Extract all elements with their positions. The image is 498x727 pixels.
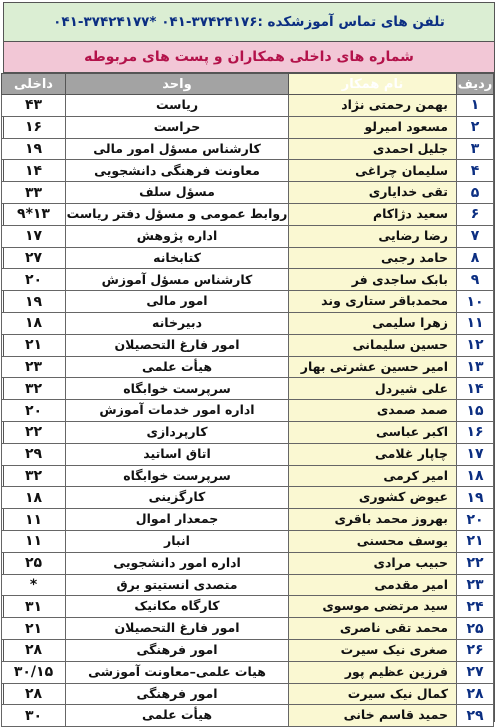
- extension-number: ۱۳*۹: [2, 203, 66, 225]
- department-unit: کارشناس مسؤل آموزش: [66, 269, 289, 291]
- row-index: ۹: [457, 269, 494, 291]
- row-index: ۲۱: [457, 530, 494, 552]
- extension-number: ۲۱: [2, 618, 66, 640]
- colleague-name: عیوض کشوری: [289, 487, 457, 509]
- row-index: ۲۷: [457, 661, 494, 683]
- department-unit: کارگاه مکانیک: [66, 596, 289, 618]
- colleague-name: علی شیردل: [289, 378, 457, 400]
- department-unit: اداره پژوهش: [66, 225, 289, 247]
- table-row: [2, 269, 494, 291]
- extension-number: ۱۱: [2, 530, 66, 552]
- colleague-name: جلیل احمدی: [289, 138, 457, 160]
- table-row: [2, 356, 494, 378]
- colleague-name: کمال نیک سیرت: [289, 683, 457, 705]
- table-row: [2, 683, 494, 705]
- row-index: ۲۳: [457, 574, 494, 596]
- colleague-name: حامد رجبی: [289, 247, 457, 269]
- department-unit: امور فرهنگی: [66, 639, 289, 661]
- table-row: [2, 465, 494, 487]
- extension-number: ۳۲: [2, 378, 66, 400]
- extension-number: ۲۰: [2, 269, 66, 291]
- table-row: [2, 138, 494, 160]
- table-row: [2, 421, 494, 443]
- row-index: ۱۲: [457, 334, 494, 356]
- table-row: [2, 596, 494, 618]
- department-unit: کتابخانه: [66, 247, 289, 269]
- table-header-row: [2, 74, 494, 95]
- table-body: [2, 95, 494, 727]
- department-unit: حراست: [66, 116, 289, 138]
- table-row: [2, 552, 494, 574]
- extension-number: ۱۸: [2, 487, 66, 509]
- extension-number: *: [2, 574, 66, 596]
- row-index: ۶: [457, 203, 494, 225]
- extension-number: ۲۷: [2, 247, 66, 269]
- colleague-name: حسین سلیمانی: [289, 334, 457, 356]
- row-index: ۲۹: [457, 705, 494, 727]
- row-index: ۱۴: [457, 378, 494, 400]
- colleague-name: تقی خدایاری: [289, 182, 457, 204]
- extension-number: ۲۵: [2, 552, 66, 574]
- colleague-name: امیر مقدمی: [289, 574, 457, 596]
- department-unit: روابط عمومی و مسؤل دفتر ریاست: [66, 203, 289, 225]
- extension-number: ۲۸: [2, 639, 66, 661]
- table-row: [2, 639, 494, 661]
- department-unit: معاونت فرهنگی دانشجویی: [66, 160, 289, 182]
- extension-number: ۳۳: [2, 182, 66, 204]
- extension-number: ۳۱: [2, 596, 66, 618]
- colleague-name: زهرا سلیمی: [289, 312, 457, 334]
- row-index: ۱۶: [457, 421, 494, 443]
- colleague-name: مسعود امیرلو: [289, 116, 457, 138]
- extension-number: ۳۰/۱۵: [2, 661, 66, 683]
- row-index: ۱۳: [457, 356, 494, 378]
- colleague-name: حبیب مرادی: [289, 552, 457, 574]
- colleague-name: سلیمان چراغی: [289, 160, 457, 182]
- department-unit: امور مالی: [66, 291, 289, 313]
- colleague-name: امیر حسین عشرتی بهار: [289, 356, 457, 378]
- department-unit: سرپرست خوابگاه: [66, 465, 289, 487]
- colleague-name: حمید قاسم خانی: [289, 705, 457, 727]
- row-index: ۴: [457, 160, 494, 182]
- table-row: [2, 160, 494, 182]
- colleague-name: سید مرتضی موسوی: [289, 596, 457, 618]
- table-row: [2, 618, 494, 640]
- row-index: ۷: [457, 225, 494, 247]
- table-row: [2, 225, 494, 247]
- colleague-name: فرزین عظیم پور: [289, 661, 457, 683]
- column-header-index: ردیف: [457, 74, 494, 95]
- department-unit: مسؤل سلف: [66, 182, 289, 204]
- column-header-name: نام همکار: [289, 74, 457, 95]
- extensions-table: [1, 73, 494, 727]
- table-row: [2, 95, 494, 117]
- extension-number: ۱۷: [2, 225, 66, 247]
- table-row: [2, 203, 494, 225]
- colleague-name: یوسف محسنی: [289, 530, 457, 552]
- row-index: ۱: [457, 95, 494, 117]
- row-index: ۱۹: [457, 487, 494, 509]
- extension-number: ۳۲: [2, 465, 66, 487]
- phone-numbers-banner: تلفن های تماس آموزشکده :۳۷۴۲۴۱۷۶-۰۴۱ *۳۷۴۲۴۱۷۷-۰۴۱: [4, 3, 494, 42]
- colleague-name: امیر کرمی: [289, 465, 457, 487]
- extension-number: ۱۸: [2, 312, 66, 334]
- department-unit: دبیرخانه: [66, 312, 289, 334]
- table-row: [2, 661, 494, 683]
- table-row: [2, 182, 494, 204]
- row-index: ۱۷: [457, 443, 494, 465]
- extension-number: ۲۳: [2, 356, 66, 378]
- extension-number: ۲۰: [2, 400, 66, 422]
- department-unit: متصدی انستیتو برق: [66, 574, 289, 596]
- department-unit: اداره امور دانشجویی: [66, 552, 289, 574]
- page-title: شماره های داخلی همکاران و پست های مربوطه: [4, 42, 494, 73]
- extension-number: ۲۱: [2, 334, 66, 356]
- table-row: [2, 443, 494, 465]
- table-row: [2, 312, 494, 334]
- row-index: ۱۱: [457, 312, 494, 334]
- colleague-name: محمدباقر ستاری وند: [289, 291, 457, 313]
- extension-number: ۴۳: [2, 95, 66, 117]
- extension-number: ۱۴: [2, 160, 66, 182]
- row-index: ۸: [457, 247, 494, 269]
- colleague-name: بابک ساجدی فر: [289, 269, 457, 291]
- department-unit: امور فارغ التحصیلان: [66, 334, 289, 356]
- row-index: ۵: [457, 182, 494, 204]
- extension-number: ۱۹: [2, 138, 66, 160]
- table-row: [2, 378, 494, 400]
- row-index: ۱۰: [457, 291, 494, 313]
- extension-number: ۱۹: [2, 291, 66, 313]
- extension-number: ۲۲: [2, 421, 66, 443]
- table-row: [2, 487, 494, 509]
- table-row: [2, 334, 494, 356]
- table-row: [2, 509, 494, 531]
- department-unit: کارپردازی: [66, 421, 289, 443]
- colleague-name: رضا رضایی: [289, 225, 457, 247]
- table-row: [2, 705, 494, 727]
- table-row: [2, 400, 494, 422]
- colleague-name: چاپار غلامی: [289, 443, 457, 465]
- department-unit: کارشناس مسؤل امور مالی: [66, 138, 289, 160]
- column-header-extension: داخلی: [2, 74, 66, 95]
- department-unit: جمعدار اموال: [66, 509, 289, 531]
- department-unit: هیات علمی–معاونت آموزشی: [66, 661, 289, 683]
- colleague-name: صغری نیک سیرت: [289, 639, 457, 661]
- department-unit: امور فرهنگی: [66, 683, 289, 705]
- row-index: ۲۲: [457, 552, 494, 574]
- row-index: ۱۵: [457, 400, 494, 422]
- table-row: [2, 247, 494, 269]
- row-index: ۲۵: [457, 618, 494, 640]
- table-row: [2, 574, 494, 596]
- department-unit: سرپرست خوابگاه: [66, 378, 289, 400]
- colleague-name: محمد تقی ناصری: [289, 618, 457, 640]
- table-row: [2, 116, 494, 138]
- colleague-name: سعید دژاکام: [289, 203, 457, 225]
- extension-number: ۱۱: [2, 509, 66, 531]
- colleague-name: اکبر عباسی: [289, 421, 457, 443]
- extension-number: ۲۸: [2, 683, 66, 705]
- row-index: ۳: [457, 138, 494, 160]
- row-index: ۲۴: [457, 596, 494, 618]
- department-unit: امور فارغ التحصیلان: [66, 618, 289, 640]
- extension-number: ۳۰: [2, 705, 66, 727]
- department-unit: کارگزینی: [66, 487, 289, 509]
- extension-number: ۱۶: [2, 116, 66, 138]
- colleague-name: بهروز محمد باقری: [289, 509, 457, 531]
- department-unit: اداره امور خدمات آموزش: [66, 400, 289, 422]
- colleague-name: بهمن رحمتی نژاد: [289, 95, 457, 117]
- table-row: [2, 291, 494, 313]
- column-header-unit: واحد: [66, 74, 289, 95]
- row-index: ۲۸: [457, 683, 494, 705]
- department-unit: ریاست: [66, 95, 289, 117]
- department-unit: هیأت علمی: [66, 705, 289, 727]
- row-index: ۱۸: [457, 465, 494, 487]
- row-index: ۲۶: [457, 639, 494, 661]
- extension-number: ۲۹: [2, 443, 66, 465]
- colleague-name: صمد صمدی: [289, 400, 457, 422]
- department-unit: هیأت علمی: [66, 356, 289, 378]
- row-index: ۲۰: [457, 509, 494, 531]
- contact-sheet: [3, 2, 495, 722]
- table-row: [2, 530, 494, 552]
- department-unit: اتاق اساتید: [66, 443, 289, 465]
- department-unit: انبار: [66, 530, 289, 552]
- row-index: ۲: [457, 116, 494, 138]
